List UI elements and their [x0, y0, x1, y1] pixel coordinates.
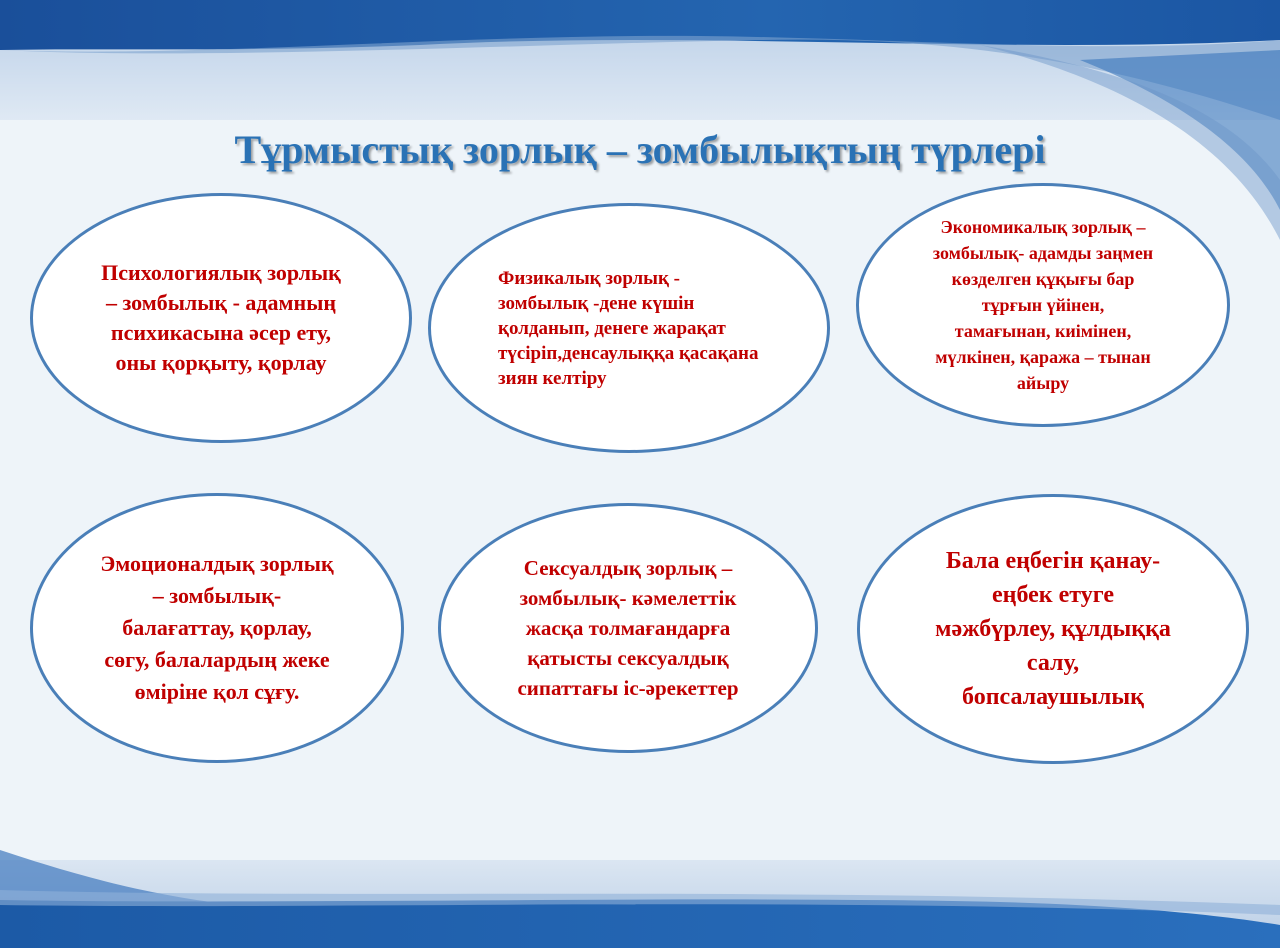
oval-physical-violence	[428, 203, 830, 453]
oval-label: Бала еңбегін қанау- еңбек етуге мәжбүрлеу, құлдыққа салу, бопсалаушылық	[935, 548, 1171, 710]
page-title: Тұрмыстық зорлық – зомбылықтың түрлері	[234, 127, 1046, 172]
oval-emotional-violence	[30, 493, 404, 763]
oval-label: Физикалық зорлық - зомбылық -дене күшін қолданып, денеге жарақат түсіріп,денсаулыққа қасақана зиян келтіру	[498, 267, 759, 389]
oval-sexual-violence	[438, 503, 818, 753]
oval-label: Психологиялық зорлық – зомбылық - адамның психикасына әсер ету, оны қорқыту, қорлау	[101, 260, 341, 375]
oval-child-labor	[857, 494, 1249, 764]
oval-psychological-violence	[30, 193, 412, 443]
oval-label: Сексуалдық зорлық – зомбылық- кәмелеттік жасқа толмағандарға қатысты сексуалдық сипаттағы іс-әрекеттер	[517, 556, 739, 700]
oval-label: Эмоционалдық зорлық – зомбылық- балағаттау, қорлау, сөгу, балалардың жеке өміріне қол сұғу.	[100, 551, 334, 704]
oval-economic-violence	[856, 183, 1230, 427]
oval-label: Экономикалық зорлық – зомбылық- адамды заңмен көзделген құқығы бар тұрғын үйінен, тамағынан, киімінен, мүлкінен, қаража – тынан айыру	[932, 217, 1154, 393]
